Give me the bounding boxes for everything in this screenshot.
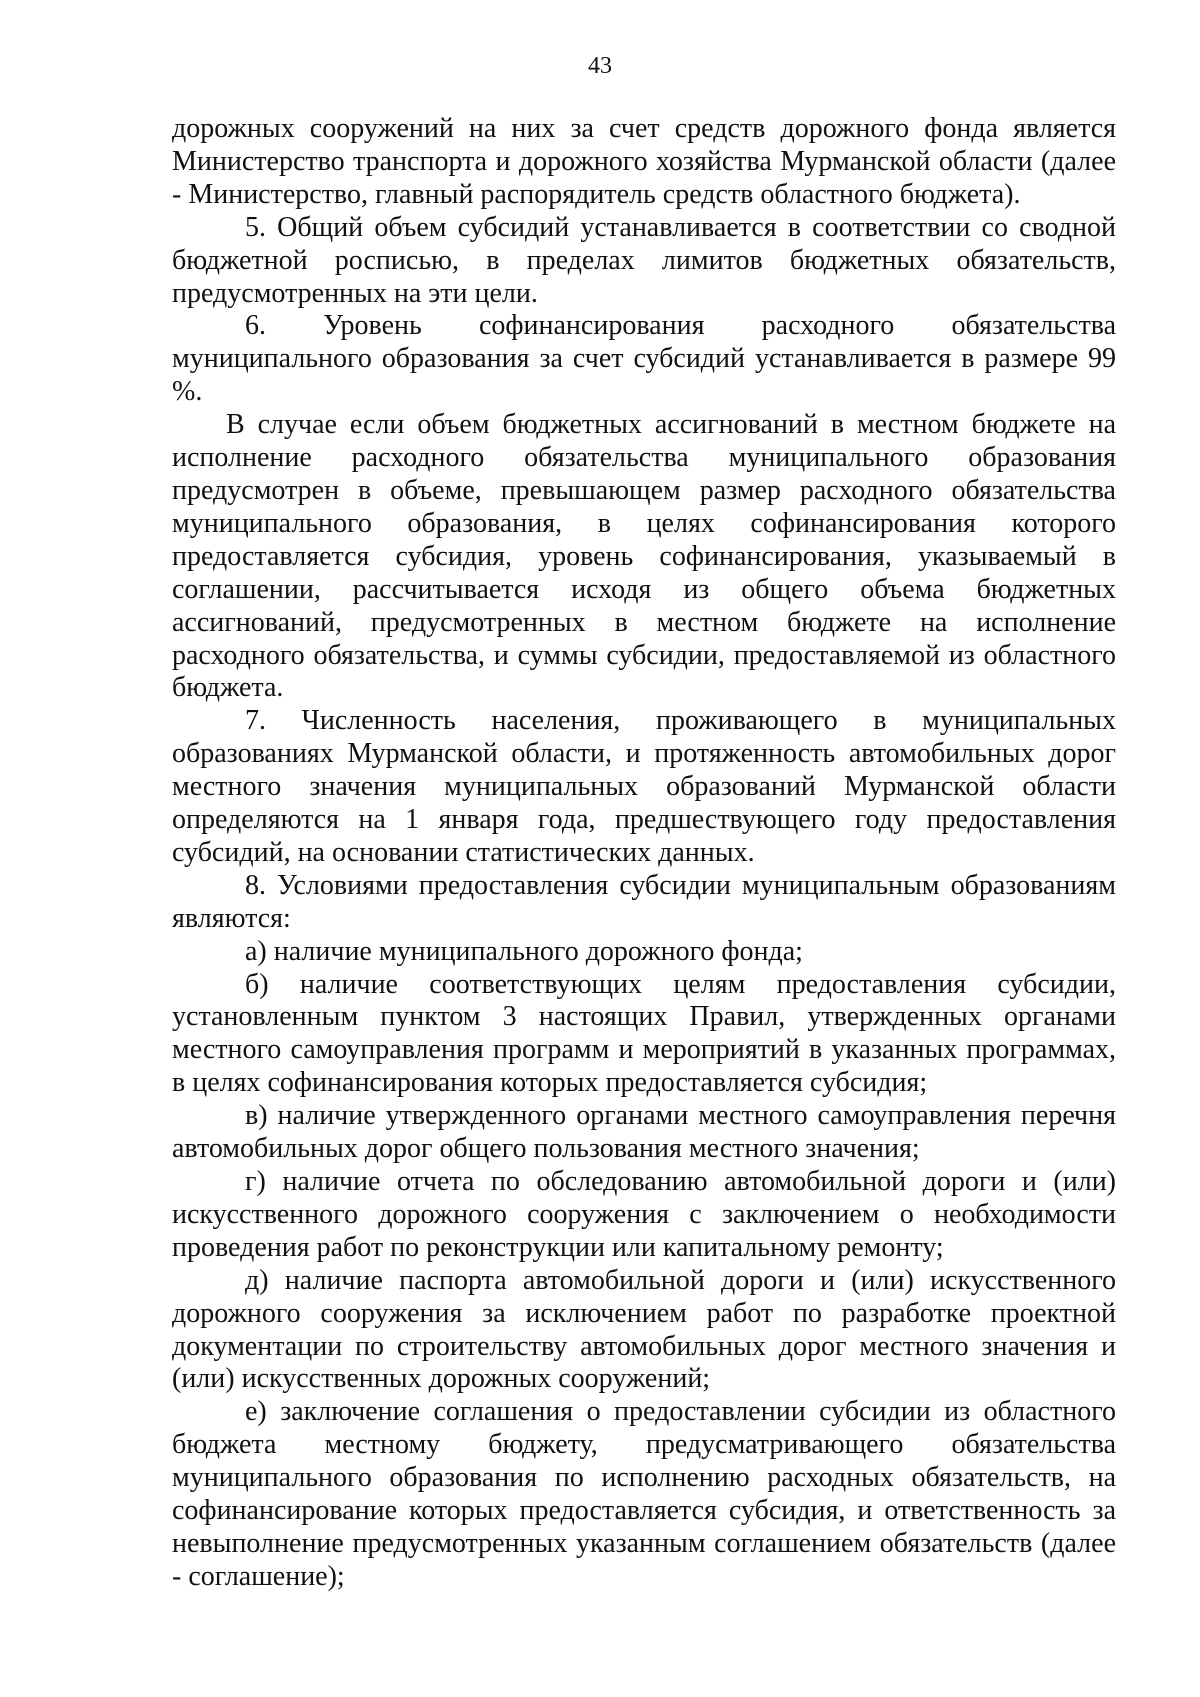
paragraph-ministry: дорожных сооружений на них за счет средств дорожного фонда является Министерство транспорта и дорожного хозяйства Мурманской области (далее - Министерство, главный распорядитель средств областного бюджета). — [172, 113, 1116, 210]
condition-d: д) наличие паспорта автомобильной дороги и (или) искусственного дорожного сооружения за исключением работ по разработке проектной документации по строительству автомобильных дорог местного значения и (или) искусственных дорожных сооружений; — [172, 1264, 1116, 1395]
paragraph-7-population: 7. Численность населения, проживающего в муниципальных образованиях Мурманской области, и протяженность автомобильных дорог местного значения муниципальных образований Мурманской области определяются на 1 января года, предшествующего году предоставления субсидий, на основании статистических данных. — [172, 705, 1116, 868]
condition-v: в) наличие утвержденного органами местного самоуправления перечня автомобильных дорог общего пользования местного значения; — [172, 1100, 1116, 1165]
paragraph-6-cofinancing-level: 6. Уровень софинансирования расходного обязательства муниципального образования за счет субсидий устанавливается в размере 99 %. — [172, 310, 1116, 408]
condition-e: е) заключение соглашения о предоставлении субсидии из областного бюджета местному бюджету, предусматривающего обязательства муниципального образования по исполнению расходных обязательств, на софинансирование которых предоставляется субсидия, и ответственность за невыполнение предусмотренных указанным соглашением обязательств (далее - соглашение); — [172, 1396, 1116, 1592]
page-number: 43 — [588, 53, 612, 79]
condition-a: а) наличие муниципального дорожного фонда; — [245, 935, 803, 967]
condition-g: г) наличие отчета по обследованию автомобильной дороги и (или) искусственного дорожного сооружения с заключением о необходимости проведения работ по реконструкции или капитальному ремонту; — [172, 1166, 1116, 1263]
paragraph-8-conditions: 8. Условиями предоставления субсидии муниципальным образованиям являются: — [172, 869, 1116, 934]
condition-b: б) наличие соответствующих целям предоставления субсидии, установленным пунктом 3 настоящих Правил, утвержденных органами местного самоуправления программ и мероприятий в указанных программах, в целях софинансирования которых предоставляется субсидия; — [172, 968, 1116, 1099]
document-body — [172, 113, 1116, 1594]
paragraph-cofinancing-case: В случае если объем бюджетных ассигнований в местном бюджете на исполнение расходного обязательства муниципального образования предусмотрен в объеме, превышающем размер расходного обязательства муниципального образования, в целях софинансирования которого предоставляется субсидия, уровень софинансирования, указываемый в соглашении, рассчитывается исходя из общего объема бюджетных ассигнований, предусмотренных в местном бюджете на исполнение расходного обязательства, и суммы субсидии, предоставляемой из областного бюджета. — [172, 409, 1116, 704]
paragraph-5-subsidy-volume: 5. Общий объем субсидий устанавливается в соответствии со сводной бюджетной росписью, в пределах лимитов бюджетных обязательств, предусмотренных на эти цели. — [172, 211, 1116, 309]
